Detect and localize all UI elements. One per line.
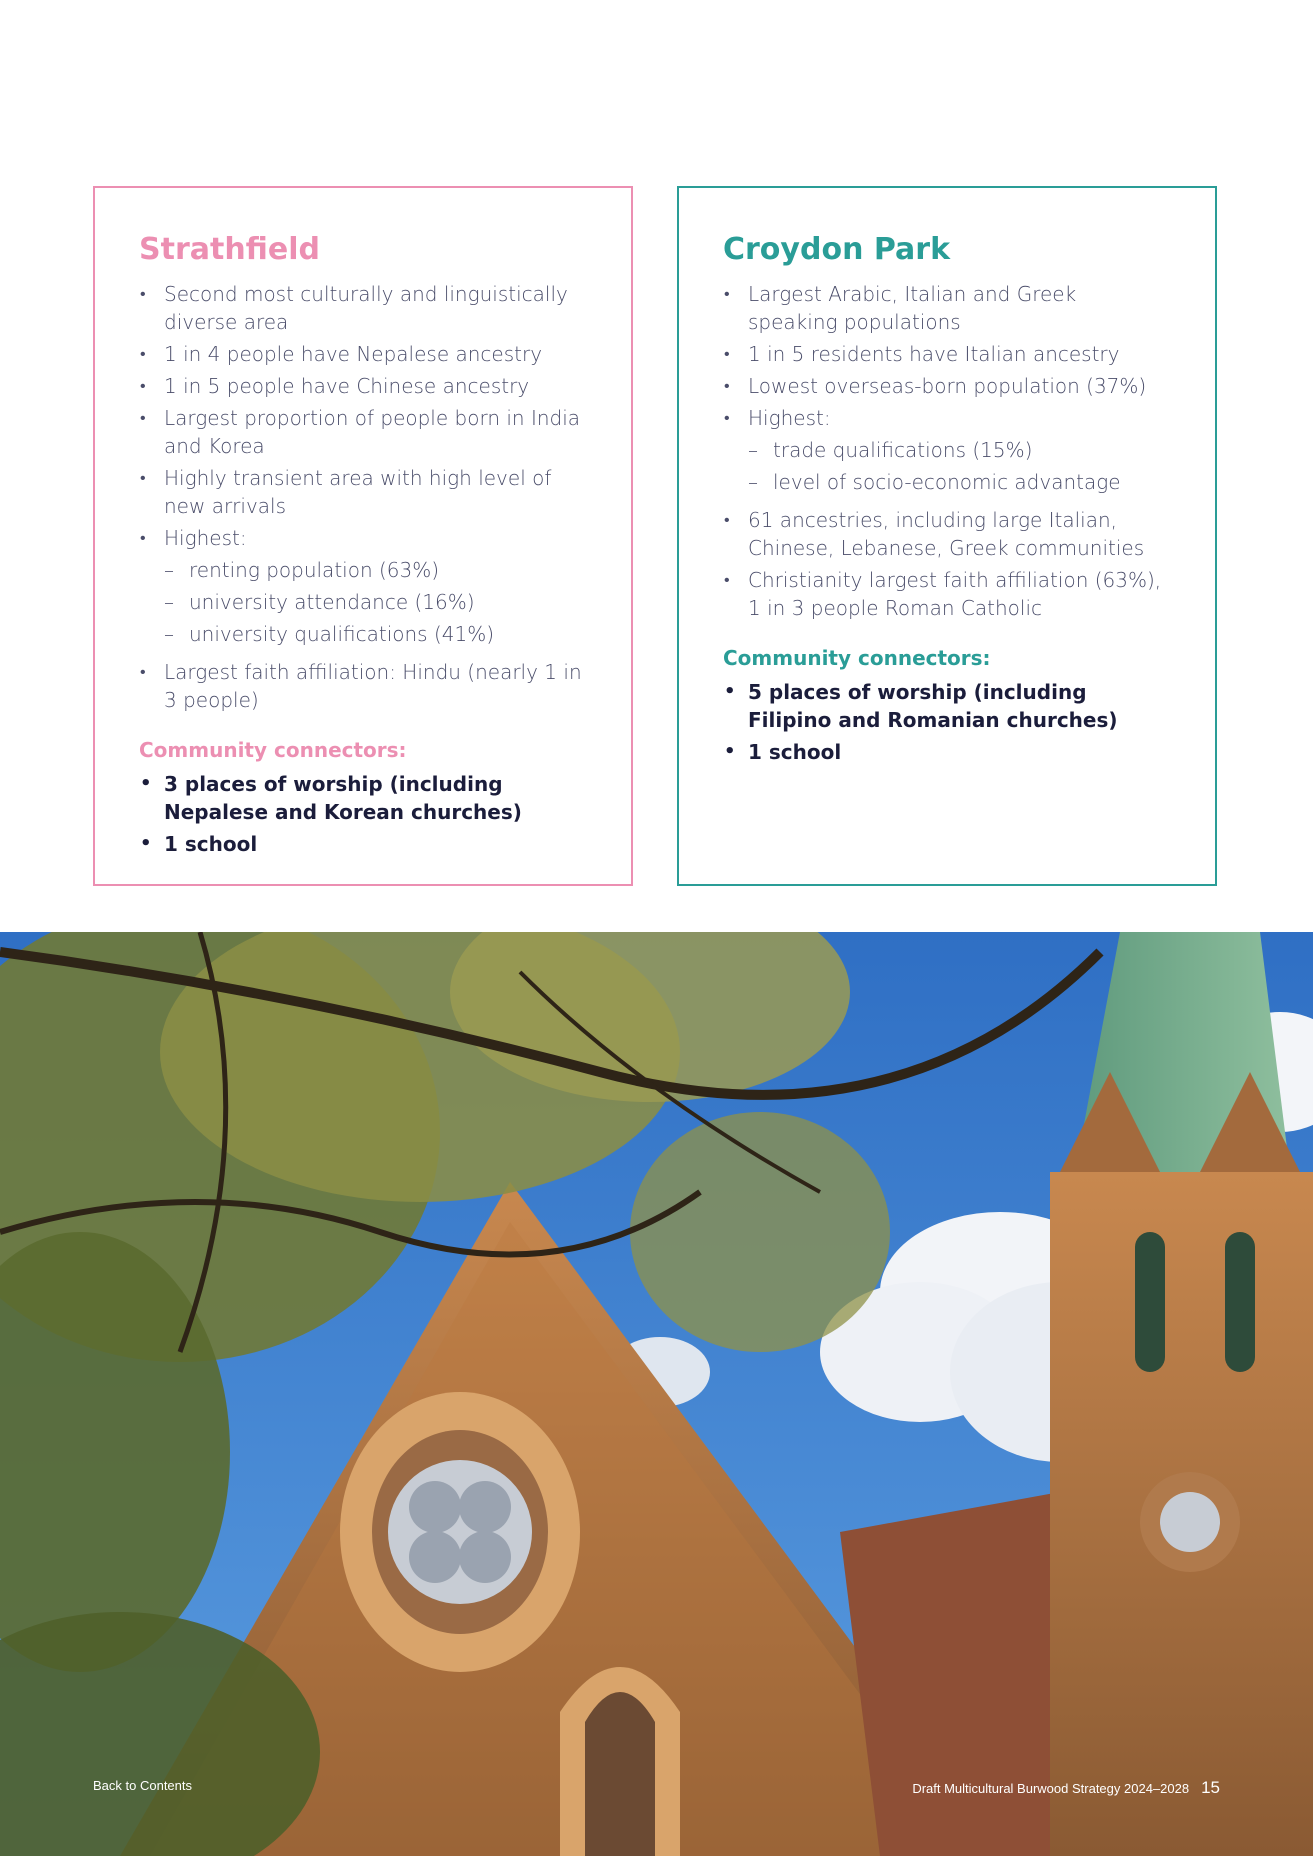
strathfield-highest-sublist xyxy=(164,556,587,648)
croydon-park-connectors xyxy=(723,678,1171,766)
sub-list-item: – renting population (63%) xyxy=(164,558,440,582)
list-item: • Largest Arabic, Italian and Greek speaking populations xyxy=(724,282,1077,334)
list-item: • Lowest overseas-born population (37%) xyxy=(724,374,1147,398)
list-item: • Highest: – renting population (63%) – university attendance (16%) – university qualifications (41%) xyxy=(139,524,587,648)
page-footer xyxy=(912,1778,1220,1798)
strathfield-facts xyxy=(139,280,587,714)
sub-list-item: – trade qualifications (15%) xyxy=(748,438,1033,462)
strathfield-connectors-title: Community connectors: xyxy=(139,738,407,762)
strathfield-connectors xyxy=(139,770,587,858)
list-item: • Christianity largest faith affiliation (63%), 1 in 3 people Roman Catholic xyxy=(724,568,1162,620)
list-item: • 3 places of worship (including Nepalese and Korean churches) xyxy=(140,772,522,824)
croydon-park-facts xyxy=(723,280,1171,622)
list-item: • 61 ancestries, including large Italian, Chinese, Lebanese, Greek communities xyxy=(724,508,1145,560)
sub-list-item: – university attendance (16%) xyxy=(164,590,475,614)
list-item: • 1 in 5 people have Chinese ancestry xyxy=(140,374,530,398)
croydon-park-highest-sublist xyxy=(748,436,1171,496)
croydon-park-connectors-title: Community connectors: xyxy=(723,646,991,670)
list-item: • 5 places of worship (including Filipino and Romanian churches) xyxy=(724,680,1118,732)
list-item: • Highly transient area with high level of new arrivals xyxy=(140,466,552,518)
list-item: • Largest faith affiliation: Hindu (nearly 1 in 3 people) xyxy=(140,660,582,712)
list-item: • Largest proportion of people born in India and Korea xyxy=(140,406,581,458)
sub-list-item: – level of socio-economic advantage xyxy=(748,470,1121,494)
list-item: • Second most culturally and linguistically diverse area xyxy=(140,282,568,334)
list-item: • Highest: – trade qualifications (15%) – level of socio-economic advantage xyxy=(723,404,1171,496)
strathfield-title: Strathfield xyxy=(139,232,321,267)
list-item: • 1 in 4 people have Nepalese ancestry xyxy=(140,342,543,366)
back-to-contents-link[interactable]: Back to Contents xyxy=(93,1778,192,1793)
list-item: • 1 school xyxy=(724,740,842,764)
page-number: 15 xyxy=(1201,1778,1220,1797)
list-item: • 1 in 5 residents have Italian ancestry xyxy=(724,342,1120,366)
croydon-park-card xyxy=(677,186,1217,886)
document-title: Draft Multicultural Burwood Strategy 2024–2028 xyxy=(912,1780,1190,1796)
sub-list-item: – university qualifications (41%) xyxy=(164,622,495,646)
church-photo xyxy=(0,932,1313,1856)
croydon-park-title: Croydon Park xyxy=(723,232,951,267)
strathfield-card xyxy=(93,186,633,886)
list-item: • 1 school xyxy=(140,832,258,856)
